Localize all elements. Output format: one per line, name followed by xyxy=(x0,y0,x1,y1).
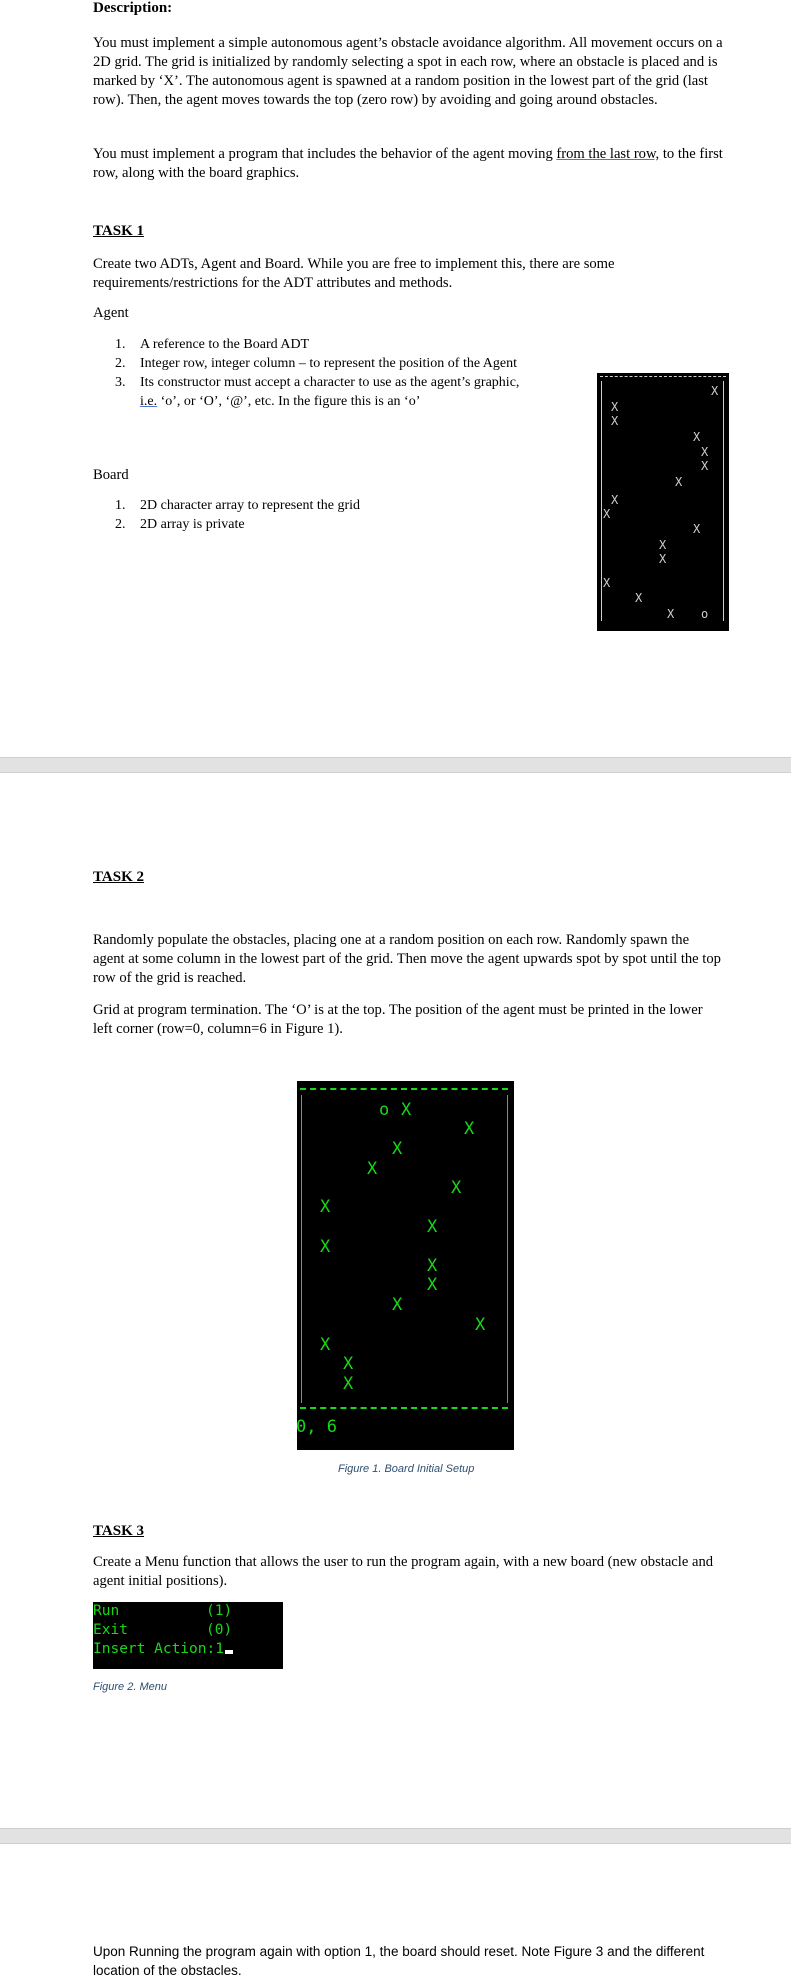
board-top-border xyxy=(600,376,726,377)
menu-run-key: (1) xyxy=(206,1603,233,1619)
figure-2-caption: Figure 2. Menu xyxy=(93,1681,167,1693)
board-figure-small xyxy=(597,373,729,631)
agent-requirement-1 xyxy=(93,335,613,354)
obstacle-x: X xyxy=(659,538,667,552)
menu-prompt-label: Insert Action: xyxy=(93,1641,216,1657)
board-right-border xyxy=(723,381,724,621)
obstacle-x: X xyxy=(427,1217,438,1237)
obstacle-x: X xyxy=(693,522,701,536)
description-heading: Description: xyxy=(93,0,173,16)
list-text-continued: ‘o’, or ‘O’, ‘@’, etc. In the figure this is an ‘o’ xyxy=(157,394,421,409)
obstacle-x: X xyxy=(401,1100,412,1120)
obstacle-x: X xyxy=(392,1139,403,1159)
obstacle-x: X xyxy=(343,1374,354,1394)
obstacle-x: X xyxy=(701,445,709,459)
list-text: Integer row, integer column – to represent the position of the Agent xyxy=(140,356,517,371)
obstacle-x: X xyxy=(611,414,619,428)
obstacle-x: X xyxy=(603,576,611,590)
task-3-title: TASK 3 xyxy=(93,1523,144,1539)
ie-abbreviation: i.e. xyxy=(140,394,158,409)
agent-requirement-2 xyxy=(93,354,613,373)
obstacle-x: X xyxy=(611,400,619,414)
list-number: 2. xyxy=(115,517,126,532)
obstacle-x: X xyxy=(427,1256,438,1276)
menu-figure xyxy=(93,1602,283,1669)
list-text: 2D array is private xyxy=(140,517,245,532)
obstacle-x: X xyxy=(659,552,667,566)
obstacle-x: X xyxy=(667,607,675,621)
agent-position-readout: 0, 6 xyxy=(296,1417,337,1437)
obstacle-x: X xyxy=(343,1354,354,1374)
list-text: Its constructor must accept a character to use as the agent’s graphic, xyxy=(140,375,520,390)
figure-1-caption: Figure 1. Board Initial Setup xyxy=(338,1463,475,1475)
list-number: 3. xyxy=(115,375,126,390)
text-cursor xyxy=(225,1650,233,1654)
agent-label: Agent xyxy=(93,305,129,321)
board-requirement-1 xyxy=(93,496,493,515)
agent-o: o xyxy=(379,1100,390,1120)
board-left-border xyxy=(601,381,602,621)
obstacle-x: X xyxy=(464,1119,475,1139)
list-text: A reference to the Board ADT xyxy=(140,337,310,352)
description-paragraph-2 xyxy=(93,145,723,183)
menu-prompt xyxy=(93,1640,233,1659)
paragraph-2-tail: to the first row, along with the board graphics. xyxy=(93,146,723,181)
obstacle-x: X xyxy=(427,1275,438,1295)
menu-input-value: 1 xyxy=(215,1641,224,1657)
obstacle-x: X xyxy=(320,1335,331,1355)
page-break xyxy=(0,1828,791,1844)
list-number: 2. xyxy=(115,356,126,371)
task-1-intro: Create two ADTs, Agent and Board. While you are free to implement this, there are some requirements/restrictions for the ADT attributes and methods. xyxy=(93,256,615,291)
document-page-1 xyxy=(0,0,791,757)
obstacle-x: X xyxy=(711,384,719,398)
agent-o: o xyxy=(701,607,709,621)
board-left-border xyxy=(301,1095,302,1403)
list-number: 1. xyxy=(115,498,126,513)
obstacle-x: X xyxy=(693,430,701,444)
obstacle-x: X xyxy=(701,459,709,473)
agent-requirements-list xyxy=(93,335,613,411)
obstacle-x: X xyxy=(603,507,611,521)
board-requirement-2 xyxy=(93,515,493,534)
task-2-title: TASK 2 xyxy=(93,869,144,885)
board-figure-final xyxy=(297,1081,514,1450)
menu-exit-label: Exit xyxy=(93,1622,128,1638)
obstacle-x: X xyxy=(392,1295,403,1315)
board-top-border xyxy=(300,1088,508,1090)
menu-exit-key: (0) xyxy=(206,1622,233,1638)
description-paragraph-1: You must implement a simple autonomous agent’s obstacle avoidance algorithm. All movement occurs on a 2D grid. The grid is initialized by randomly selecting a spot in each row, where an obstacle is placed and is marked by ‘X’. The autonomous agent is spawned at a random position in the lowest part of the grid (last row). Then, the agent moves towards the top (zero row) by avoiding and going around obstacles. xyxy=(93,35,723,108)
page-3-paragraph: Upon Running the program again with option 1, the board should reset. Note Figure 3 and the different location of the obstacles. xyxy=(93,1944,705,1978)
board-requirements-list xyxy=(93,496,493,534)
page-break xyxy=(0,757,791,773)
obstacle-x: X xyxy=(611,493,619,507)
agent-requirement-3 xyxy=(93,373,613,411)
obstacle-x: X xyxy=(320,1237,331,1257)
task-1-title: TASK 1 xyxy=(93,223,144,239)
board-bottom-border xyxy=(300,1407,508,1409)
obstacle-x: X xyxy=(320,1197,331,1217)
task-2-paragraph-1: Randomly populate the obstacles, placing one at a random position on each row. Randomly spawn the agent at some column in the lowest part of the grid. Then move the agent upwards spot by spot until the top row of the grid is reached. xyxy=(93,932,721,986)
menu-run-label: Run xyxy=(93,1603,120,1619)
list-number: 1. xyxy=(115,337,126,352)
obstacle-x: X xyxy=(635,591,643,605)
from-last-row-link: from the last row, xyxy=(556,146,660,162)
obstacle-x: X xyxy=(451,1178,462,1198)
obstacle-x: X xyxy=(675,475,683,489)
document-page-3 xyxy=(0,1844,791,1979)
board-right-border xyxy=(507,1095,508,1403)
paragraph-2-text: You must implement a program that includes the behavior of the agent moving xyxy=(93,146,557,162)
obstacle-x: X xyxy=(367,1159,378,1179)
task-3-paragraph: Create a Menu function that allows the user to run the program again, with a new board (new obstacle and agent initial positions). xyxy=(93,1554,714,1589)
board-label: Board xyxy=(93,467,129,483)
obstacle-x: X xyxy=(475,1315,486,1335)
list-text: 2D character array to represent the grid xyxy=(140,498,360,513)
task-2-paragraph-2: Grid at program termination. The ‘O’ is at the top. The position of the agent must be printed in the lower left corner (row=0, column=6 in Figure 1). xyxy=(93,1002,703,1037)
